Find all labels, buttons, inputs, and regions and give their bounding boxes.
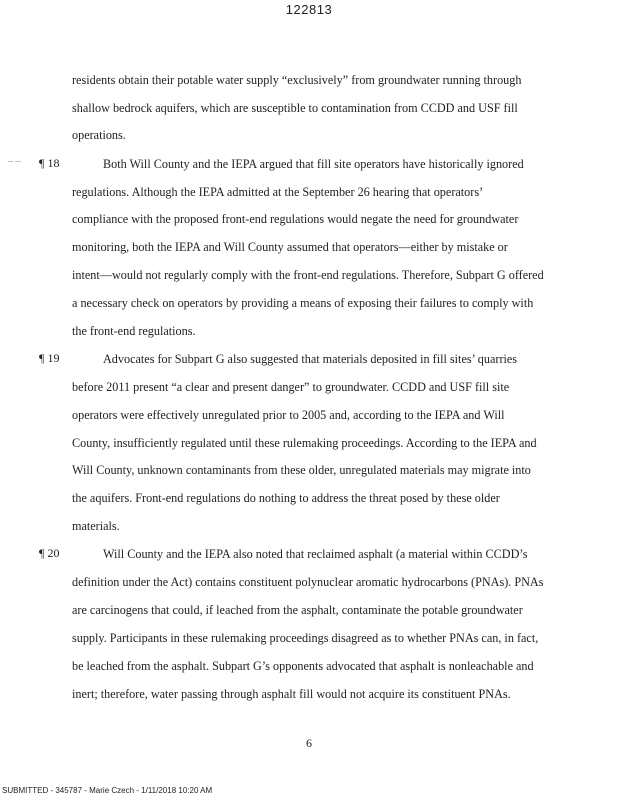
text-line: the aquifers. Front-end regulations do nothing to address the threat posed by these older xyxy=(72,491,500,505)
text-line: Advocates for Subpart G also suggested that materials deposited in fill sites’ quarries xyxy=(103,352,518,366)
text-line: before 2011 present “a clear and present danger” to groundwater. CCDD and USF fill site xyxy=(72,380,510,394)
text-line: residents obtain their potable water supply “exclusively” from groundwater running through xyxy=(72,73,522,87)
text-line: Both Will County and the IEPA argued that fill site operators have historically ignored xyxy=(103,157,524,171)
paragraph-number: ¶ 18 xyxy=(39,156,60,170)
header-stamp: 122813 xyxy=(285,2,333,17)
text-line: intent—would not regularly comply with the front-end regulations. Therefore, Subpart G offered xyxy=(72,268,544,282)
text-line: operators were effectively unregulated prior to 2005 and, according to the IEPA and Will xyxy=(72,408,505,422)
margin-mark: – – xyxy=(8,156,21,167)
text-line: a necessary check on operators by providing a means of exposing their failures to comply with xyxy=(72,296,534,310)
text-line: definition under the Act) contains constituent polynuclear aromatic hydrocarbons (PNAs). PNAs xyxy=(72,575,544,589)
page-number: 6 xyxy=(306,736,312,750)
text-line: monitoring, both the IEPA and Will County assumed that operators—either by mistake or xyxy=(72,240,508,254)
text-line: compliance with the proposed front-end regulations would negate the need for groundwater xyxy=(72,212,519,226)
text-line: supply. Participants in these rulemaking proceedings disagreed as to whether PNAs can, in fact, xyxy=(72,631,539,645)
text-line: be leached from the asphalt. Subpart G’s opponents advocated that asphalt is nonleachable and xyxy=(72,659,534,673)
text-line: shallow bedrock aquifers, which are susceptible to contamination from CCDD and USF fill xyxy=(72,101,518,115)
text-line: operations. xyxy=(72,128,126,142)
text-line: materials. xyxy=(72,519,120,533)
submission-footer: SUBMITTED - 345787 - Marie Czech - 1/11/2018 10:20 AM xyxy=(2,786,213,795)
text-line: inert; therefore, water passing through asphalt fill would not acquire its constituent PNAs. xyxy=(72,687,511,701)
text-line: County, insufficiently regulated until these rulemaking proceedings. According to the IEPA and xyxy=(72,436,537,450)
text-line: the front-end regulations. xyxy=(72,324,196,338)
text-line: are carcinogens that could, if leached from the asphalt, contaminate the potable groundwater xyxy=(72,603,523,617)
text-line: Will County and the IEPA also noted that reclaimed asphalt (a material within CCDD’s xyxy=(103,547,528,561)
paragraph-number: ¶ 20 xyxy=(39,546,60,560)
text-line: Will County, unknown contaminants from these older, unregulated materials may migrate into xyxy=(72,463,531,477)
paragraph-number: ¶ 19 xyxy=(39,351,60,365)
text-line: regulations. Although the IEPA admitted at the September 26 hearing that operators’ xyxy=(72,185,484,199)
